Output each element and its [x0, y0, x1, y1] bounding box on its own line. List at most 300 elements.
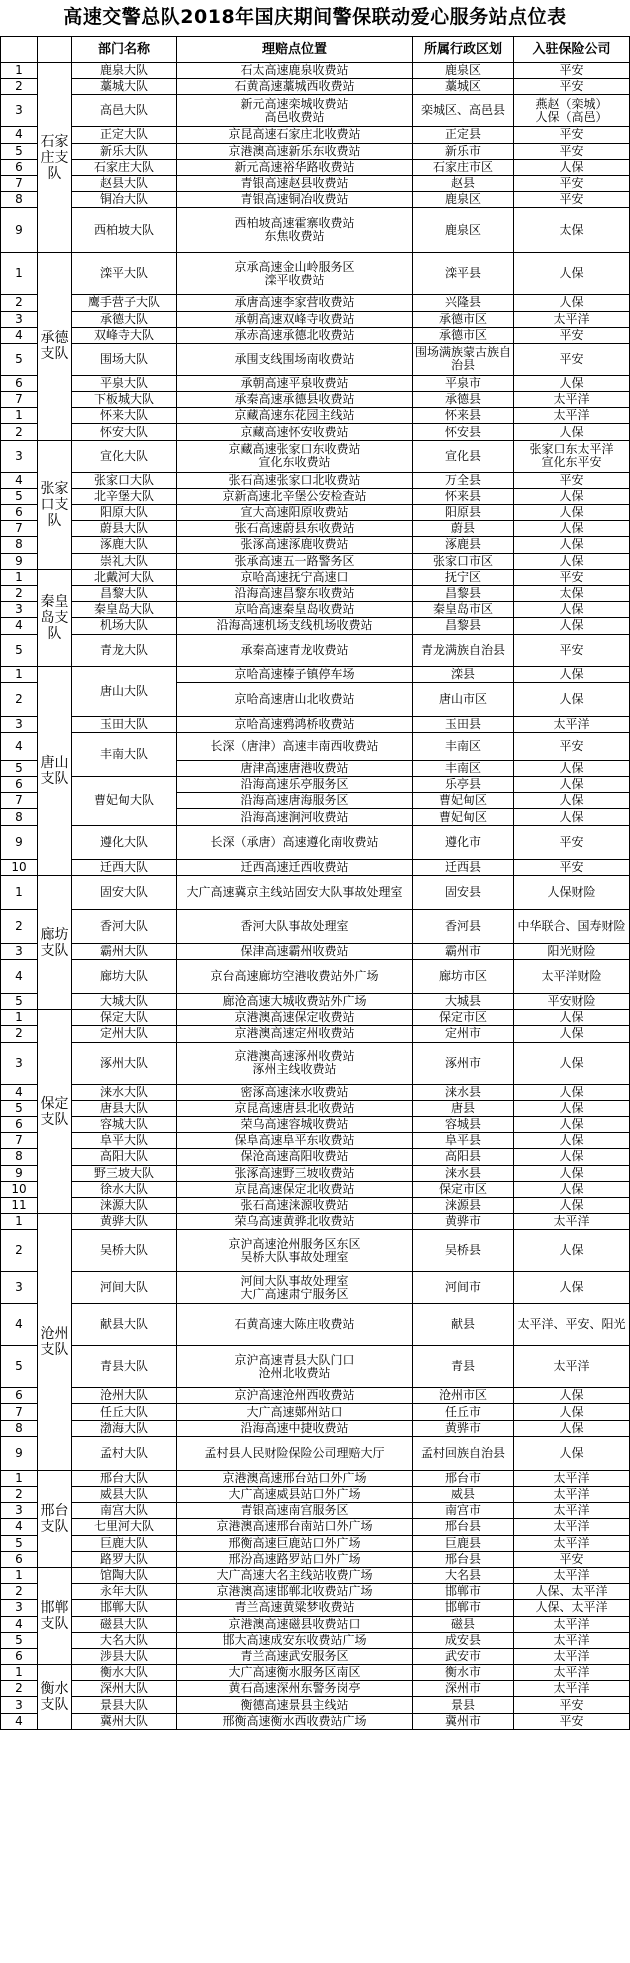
row-number: 4	[1, 1304, 38, 1346]
admin-area: 抚宁区	[413, 569, 514, 585]
table-row	[1, 1519, 630, 1535]
table-row	[1, 1197, 630, 1213]
table-row	[1, 1567, 630, 1583]
admin-area: 涿州市	[413, 1042, 514, 1084]
insurer: 平安	[514, 1713, 630, 1729]
header-division	[38, 37, 72, 63]
admin-area: 新乐市	[413, 143, 514, 159]
dept-name: 冀州大队	[72, 1713, 177, 1729]
table-row	[1, 192, 630, 208]
table-row	[1, 1388, 630, 1404]
dept-name: 丰南大队	[72, 732, 177, 776]
admin-area: 滦县	[413, 666, 514, 682]
insurer: 人保	[514, 521, 630, 537]
dept-name: 北辛堡大队	[72, 488, 177, 504]
admin-area: 涞源县	[413, 1197, 514, 1213]
admin-area: 冀州市	[413, 1713, 514, 1729]
admin-area: 景县	[413, 1697, 514, 1713]
row-number: 3	[1, 716, 38, 732]
admin-area: 涿鹿县	[413, 537, 514, 553]
dept-name: 宣化大队	[72, 440, 177, 472]
claim-location: 大广高速冀京主线站固安大队事故处理室	[177, 875, 413, 909]
dept-name: 七里河大队	[72, 1519, 177, 1535]
insurer: 张家口东太平洋 宣化东平安	[514, 440, 630, 472]
table-row	[1, 666, 630, 682]
claim-location: 京哈高速鸦鸿桥收费站	[177, 716, 413, 732]
table-row	[1, 95, 630, 127]
admin-area: 滦平县	[413, 253, 514, 295]
admin-area: 高阳县	[413, 1149, 514, 1165]
admin-area: 唐县	[413, 1100, 514, 1116]
table-row	[1, 1133, 630, 1149]
insurer: 人保	[514, 809, 630, 825]
admin-area: 昌黎县	[413, 618, 514, 634]
claim-location: 沿海高速乐亭服务区	[177, 777, 413, 793]
dept-name: 孟村大队	[72, 1436, 177, 1470]
claim-location: 大广高速威县站口外广场	[177, 1487, 413, 1503]
insurer: 平安	[514, 825, 630, 859]
claim-location: 京哈高速抚宁高速口	[177, 569, 413, 585]
insurer: 平安	[514, 732, 630, 760]
row-number: 1	[1, 666, 38, 682]
table-row	[1, 63, 630, 79]
insurer: 人保	[514, 760, 630, 776]
row-number: 5	[1, 143, 38, 159]
row-number: 1	[1, 408, 38, 424]
claim-location: 京港澳高速邢台南站口外广场	[177, 1519, 413, 1535]
claim-location: 大广高速大名主线站收费广场	[177, 1567, 413, 1583]
dept-name: 鹿泉大队	[72, 63, 177, 79]
admin-area: 曹妃甸区	[413, 809, 514, 825]
dept-name: 吴桥大队	[72, 1230, 177, 1272]
row-number: 7	[1, 1133, 38, 1149]
dept-name: 涿州大队	[72, 1042, 177, 1084]
claim-location: 京昆高速唐县北收费站	[177, 1100, 413, 1116]
division-name: 沧州支队	[38, 1214, 72, 1471]
table-row	[1, 960, 630, 994]
row-number: 6	[1, 1551, 38, 1567]
admin-area: 成安县	[413, 1632, 514, 1648]
dept-name: 遵化大队	[72, 825, 177, 859]
admin-area: 唐山市区	[413, 682, 514, 716]
insurer: 人保	[514, 537, 630, 553]
admin-area: 蔚县	[413, 521, 514, 537]
claim-location: 迁西高速迁西收费站	[177, 859, 413, 875]
admin-area: 深州市	[413, 1681, 514, 1697]
insurer: 人保	[514, 159, 630, 175]
row-number: 5	[1, 488, 38, 504]
insurer: 中华联合、国寿财险	[514, 909, 630, 943]
claim-location: 邢衡高速衡水西收费站广场	[177, 1713, 413, 1729]
claim-location: 京港澳高速邢台站口外广场	[177, 1470, 413, 1486]
row-number: 9	[1, 208, 38, 253]
insurer: 太平洋	[514, 1665, 630, 1681]
admin-area: 沧州市区	[413, 1388, 514, 1404]
claim-location: 青银高速南宫服务区	[177, 1503, 413, 1519]
insurer: 太平洋、平安、阳光	[514, 1304, 630, 1346]
claim-location: 承秦高速承德县收费站	[177, 392, 413, 408]
claim-location: 张石高速张家口北收费站	[177, 472, 413, 488]
row-number: 6	[1, 777, 38, 793]
insurer: 太平洋	[514, 1470, 630, 1486]
claim-location: 新元高速栾城收费站 高邑收费站	[177, 95, 413, 127]
table-row	[1, 1681, 630, 1697]
row-number: 3	[1, 311, 38, 327]
dept-name: 高邑大队	[72, 95, 177, 127]
row-number: 2	[1, 424, 38, 440]
admin-area: 献县	[413, 1304, 514, 1346]
admin-area: 保定市区	[413, 1181, 514, 1197]
dept-name: 深州大队	[72, 1681, 177, 1697]
claim-location: 京港澳高速保定收费站	[177, 1010, 413, 1026]
row-number: 4	[1, 327, 38, 343]
claim-location: 廊沧高速大城收费站外广场	[177, 994, 413, 1010]
claim-location: 邢汾高速路罗站口外广场	[177, 1551, 413, 1567]
claim-location: 保津高速霸州收费站	[177, 943, 413, 959]
claim-location: 京港澳高速新乐东收费站	[177, 143, 413, 159]
claim-location: 京沪高速沧州西收费站	[177, 1388, 413, 1404]
dept-name: 西柏坡大队	[72, 208, 177, 253]
table-row	[1, 488, 630, 504]
service-station-table	[0, 36, 630, 1730]
table-row	[1, 175, 630, 191]
table-row	[1, 553, 630, 569]
table-row	[1, 392, 630, 408]
claim-location: 沿海高速中捷收费站	[177, 1420, 413, 1436]
row-number: 10	[1, 1181, 38, 1197]
admin-area: 保定市区	[413, 1010, 514, 1026]
admin-area: 磁县	[413, 1616, 514, 1632]
claim-location: 大广高速衡水服务区南区	[177, 1665, 413, 1681]
admin-area: 怀来县	[413, 408, 514, 424]
dept-name: 唐山大队	[72, 666, 177, 716]
dept-name: 威县大队	[72, 1487, 177, 1503]
table-row	[1, 602, 630, 618]
row-number: 4	[1, 1713, 38, 1729]
insurer: 人保	[514, 1133, 630, 1149]
row-number: 1	[1, 1567, 38, 1583]
table-row	[1, 505, 630, 521]
claim-location: 京港澳高速涿州收费站 涿州主线收费站	[177, 1042, 413, 1084]
insurer: 平安	[514, 569, 630, 585]
admin-area: 石家庄市区	[413, 159, 514, 175]
dept-name: 衡水大队	[72, 1665, 177, 1681]
dept-name: 渤海大队	[72, 1420, 177, 1436]
row-number: 7	[1, 793, 38, 809]
table-row	[1, 1436, 630, 1470]
admin-area: 万全县	[413, 472, 514, 488]
admin-area: 霸州市	[413, 943, 514, 959]
dept-name: 平泉大队	[72, 375, 177, 391]
insurer: 太平洋	[514, 1214, 630, 1230]
admin-area: 曹妃甸区	[413, 793, 514, 809]
insurer: 平安	[514, 327, 630, 343]
insurer: 太保	[514, 585, 630, 601]
dept-name: 野三坡大队	[72, 1165, 177, 1181]
dept-name: 巨鹿大队	[72, 1535, 177, 1551]
claim-location: 京承高速金山岭服务区 滦平收费站	[177, 253, 413, 295]
insurer: 平安	[514, 143, 630, 159]
insurer: 平安	[514, 63, 630, 79]
admin-area: 阜平县	[413, 1133, 514, 1149]
table-row	[1, 1503, 630, 1519]
admin-area: 鹿泉区	[413, 63, 514, 79]
admin-area: 丰南区	[413, 760, 514, 776]
claim-location: 京港澳高速磁县收费站口	[177, 1616, 413, 1632]
header-area: 所属行政区划	[413, 37, 514, 63]
dept-name: 昌黎大队	[72, 585, 177, 601]
claim-location: 孟村县人民财险保险公司理赔大厅	[177, 1436, 413, 1470]
admin-area: 邯郸市	[413, 1600, 514, 1616]
table-row	[1, 825, 630, 859]
admin-area: 承德市区	[413, 311, 514, 327]
admin-area: 容城县	[413, 1116, 514, 1132]
claim-location: 承朝高速平泉收费站	[177, 375, 413, 391]
row-number: 5	[1, 634, 38, 666]
row-number: 1	[1, 875, 38, 909]
claim-location: 石黄高速大陈庄收费站	[177, 1304, 413, 1346]
admin-area: 鹿泉区	[413, 192, 514, 208]
insurer: 太平洋	[514, 1346, 630, 1388]
insurer: 平安	[514, 175, 630, 191]
dept-name: 鹰手营子大队	[72, 295, 177, 311]
table-row	[1, 1648, 630, 1664]
claim-location: 西柏坡高速霍寨收费站 东焦收费站	[177, 208, 413, 253]
insurer: 平安	[514, 343, 630, 375]
dept-name: 下板城大队	[72, 392, 177, 408]
claim-location: 沿海高速涧河收费站	[177, 809, 413, 825]
admin-area: 遵化市	[413, 825, 514, 859]
row-number: 7	[1, 175, 38, 191]
claim-location: 保沧高速高阳收费站	[177, 1149, 413, 1165]
claim-location: 张承高速五一路警务区	[177, 553, 413, 569]
table-row	[1, 1584, 630, 1600]
claim-location: 承秦高速青龙收费站	[177, 634, 413, 666]
row-number: 2	[1, 1584, 38, 1600]
header-location: 理赔点位置	[177, 37, 413, 63]
dept-name: 玉田大队	[72, 716, 177, 732]
dept-name: 怀来大队	[72, 408, 177, 424]
table-row	[1, 295, 630, 311]
table-row	[1, 472, 630, 488]
admin-area: 青龙满族自治县	[413, 634, 514, 666]
claim-location: 河间大队事故处理室 大广高速肃宁服务区	[177, 1272, 413, 1304]
table-row	[1, 1272, 630, 1304]
insurer: 人保	[514, 1026, 630, 1042]
insurer: 平安	[514, 192, 630, 208]
header-row	[1, 37, 630, 63]
row-number: 1	[1, 1214, 38, 1230]
admin-area: 迁西县	[413, 859, 514, 875]
admin-area: 固安县	[413, 875, 514, 909]
insurer: 太保	[514, 208, 630, 253]
insurer: 太平洋	[514, 1616, 630, 1632]
insurer: 人保	[514, 1010, 630, 1026]
insurer: 太平洋	[514, 1567, 630, 1583]
row-number: 9	[1, 1436, 38, 1470]
admin-area: 丰南区	[413, 732, 514, 760]
dept-name: 青县大队	[72, 1346, 177, 1388]
admin-area: 吴桥县	[413, 1230, 514, 1272]
dept-name: 涞源大队	[72, 1197, 177, 1213]
division-name: 邢台支队	[38, 1470, 72, 1567]
header-insurer: 入驻保险公司	[514, 37, 630, 63]
insurer: 人保	[514, 424, 630, 440]
dept-name: 双峰寺大队	[72, 327, 177, 343]
insurer: 平安	[514, 859, 630, 875]
dept-name: 邢台大队	[72, 1470, 177, 1486]
admin-area: 大名县	[413, 1567, 514, 1583]
insurer: 人保	[514, 553, 630, 569]
table-row	[1, 732, 630, 760]
claim-location: 京新高速北辛堡公安检查站	[177, 488, 413, 504]
table-row	[1, 1165, 630, 1181]
row-number: 4	[1, 1084, 38, 1100]
admin-area: 藁城区	[413, 79, 514, 95]
table-row	[1, 618, 630, 634]
admin-area: 秦皇岛市区	[413, 602, 514, 618]
dept-name: 河间大队	[72, 1272, 177, 1304]
header-no	[1, 37, 38, 63]
row-number: 3	[1, 1503, 38, 1519]
claim-location: 张石高速蔚县东收费站	[177, 521, 413, 537]
admin-area: 栾城区、高邑县	[413, 95, 514, 127]
insurer: 人保、太平洋	[514, 1584, 630, 1600]
admin-area: 武安市	[413, 1648, 514, 1664]
admin-area: 涞水县	[413, 1084, 514, 1100]
table-body	[1, 63, 630, 1730]
insurer: 人保	[514, 253, 630, 295]
insurer: 人保	[514, 488, 630, 504]
dept-name: 蔚县大队	[72, 521, 177, 537]
insurer: 太平洋	[514, 1535, 630, 1551]
insurer: 太平洋	[514, 1519, 630, 1535]
claim-location: 京昆高速保定北收费站	[177, 1181, 413, 1197]
dept-name: 馆陶大队	[72, 1567, 177, 1583]
claim-location: 香河大队事故处理室	[177, 909, 413, 943]
insurer: 人保	[514, 682, 630, 716]
row-number: 7	[1, 392, 38, 408]
table-row	[1, 1616, 630, 1632]
insurer: 人保	[514, 1420, 630, 1436]
admin-area: 怀来县	[413, 488, 514, 504]
row-number: 10	[1, 859, 38, 875]
table-row	[1, 79, 630, 95]
table-row	[1, 1010, 630, 1026]
insurer: 太平洋	[514, 1487, 630, 1503]
row-number: 2	[1, 1681, 38, 1697]
claim-location: 京港澳高速邯郸北收费站广场	[177, 1584, 413, 1600]
table-row	[1, 1026, 630, 1042]
row-number: 5	[1, 343, 38, 375]
dept-name: 霸州大队	[72, 943, 177, 959]
table-row	[1, 1116, 630, 1132]
dept-name: 大名大队	[72, 1632, 177, 1648]
dept-name: 张家口大队	[72, 472, 177, 488]
claim-location: 青兰高速武安服务区	[177, 1648, 413, 1664]
division-name: 秦皇岛支队	[38, 569, 72, 666]
insurer: 人保	[514, 1230, 630, 1272]
dept-name: 承德大队	[72, 311, 177, 327]
insurer: 人保	[514, 602, 630, 618]
dept-name: 徐水大队	[72, 1181, 177, 1197]
dept-name: 藁城大队	[72, 79, 177, 95]
insurer: 人保	[514, 1116, 630, 1132]
insurer: 平安	[514, 127, 630, 143]
claim-location: 青银高速铜冶收费站	[177, 192, 413, 208]
insurer: 燕赵（栾城） 人保（高邑）	[514, 95, 630, 127]
table-row	[1, 634, 630, 666]
division-name: 张家口支队	[38, 440, 72, 569]
insurer: 人保	[514, 793, 630, 809]
table-row	[1, 343, 630, 375]
dept-name: 南宫大队	[72, 1503, 177, 1519]
admin-area: 衡水市	[413, 1665, 514, 1681]
row-number: 4	[1, 472, 38, 488]
row-number: 2	[1, 1487, 38, 1503]
division-name: 唐山支队	[38, 666, 72, 875]
table-row	[1, 1304, 630, 1346]
admin-area: 围场满族蒙古族自治县	[413, 343, 514, 375]
claim-location: 石太高速鹿泉收费站	[177, 63, 413, 79]
dept-name: 滦平大队	[72, 253, 177, 295]
dept-name: 崇礼大队	[72, 553, 177, 569]
claim-location: 长深（承唐）高速遵化南收费站	[177, 825, 413, 859]
claim-location: 青银高速赵县收费站	[177, 175, 413, 191]
table-row	[1, 1214, 630, 1230]
row-number: 9	[1, 825, 38, 859]
admin-area: 昌黎县	[413, 585, 514, 601]
insurer: 太平洋	[514, 392, 630, 408]
claim-location: 张石高速涞源收费站	[177, 1197, 413, 1213]
row-number: 8	[1, 537, 38, 553]
claim-location: 京哈高速唐山北收费站	[177, 682, 413, 716]
insurer: 人保	[514, 1100, 630, 1116]
row-number: 7	[1, 1404, 38, 1420]
dept-name: 大城大队	[72, 994, 177, 1010]
row-number: 7	[1, 521, 38, 537]
division-name: 承德支队	[38, 253, 72, 440]
row-number: 2	[1, 79, 38, 95]
admin-area: 河间市	[413, 1272, 514, 1304]
claim-location: 邯大高速成安东收费站广场	[177, 1632, 413, 1648]
row-number: 1	[1, 1470, 38, 1486]
table-row	[1, 1697, 630, 1713]
claim-location: 荣乌高速容城收费站	[177, 1116, 413, 1132]
table-row	[1, 1632, 630, 1648]
admin-area: 黄骅市	[413, 1420, 514, 1436]
claim-location: 唐津高速唐港收费站	[177, 760, 413, 776]
insurer: 平安	[514, 1551, 630, 1567]
claim-location: 京哈高速榛子镇停车场	[177, 666, 413, 682]
dept-name: 石家庄大队	[72, 159, 177, 175]
table-row	[1, 1181, 630, 1197]
claim-location: 京藏高速怀安收费站	[177, 424, 413, 440]
dept-name: 赵县大队	[72, 175, 177, 191]
claim-location: 长深（唐津）高速丰南西收费站	[177, 732, 413, 760]
claim-location: 密涿高速涞水收费站	[177, 1084, 413, 1100]
claim-location: 大广高速鄚州站口	[177, 1404, 413, 1420]
dept-name: 邯郸大队	[72, 1600, 177, 1616]
table-row	[1, 994, 630, 1010]
table-row	[1, 375, 630, 391]
admin-area: 青县	[413, 1346, 514, 1388]
row-number: 3	[1, 1272, 38, 1304]
admin-area: 孟村回族自治县	[413, 1436, 514, 1470]
admin-area: 邢台县	[413, 1519, 514, 1535]
dept-name: 北戴河大队	[72, 569, 177, 585]
insurer: 太平洋	[514, 311, 630, 327]
